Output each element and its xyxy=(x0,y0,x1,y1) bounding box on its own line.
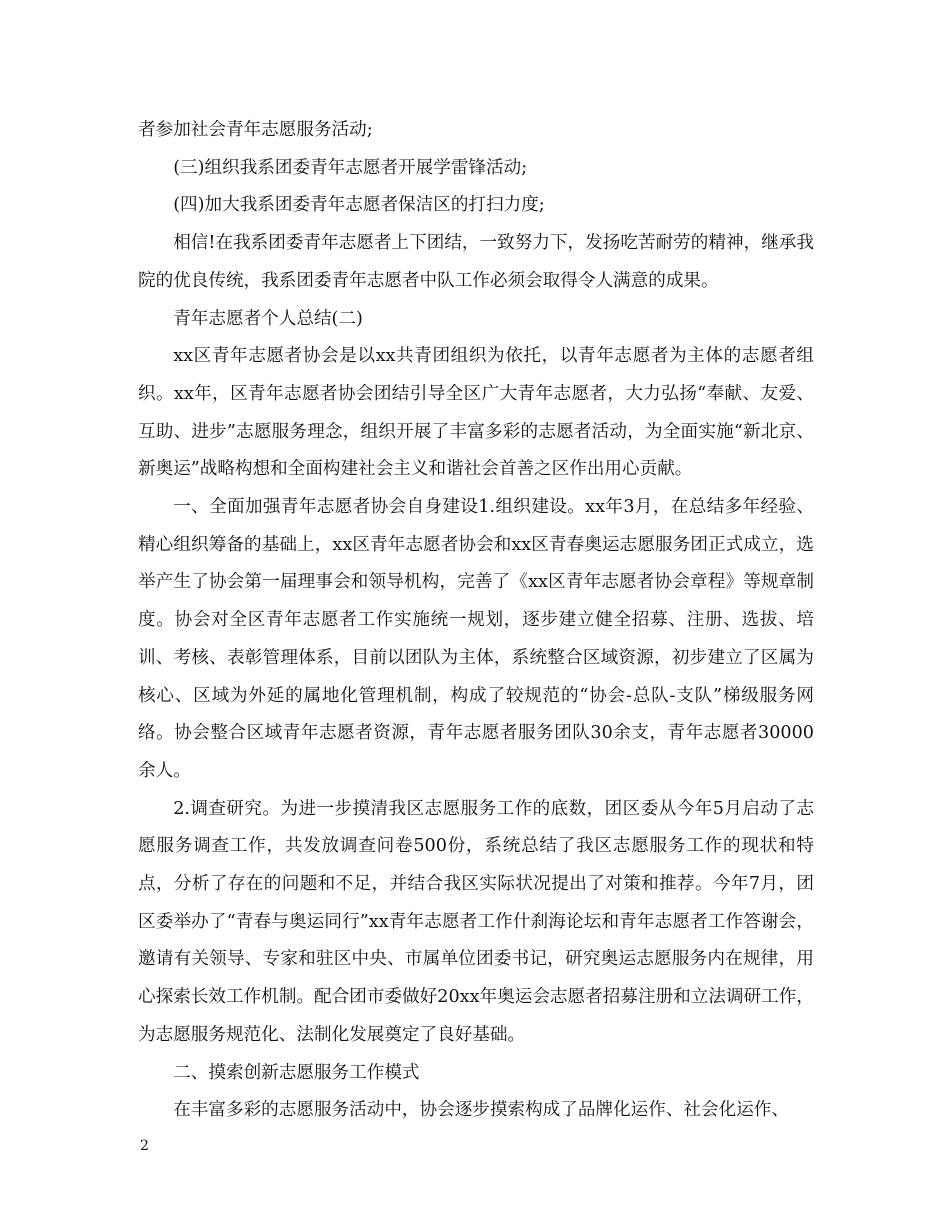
page-number: 2 xyxy=(140,1138,149,1154)
body-text xyxy=(138,112,814,1130)
section-heading-explore: 二、摸索创新志愿服务工作模式 xyxy=(173,1062,420,1083)
paragraph-2: (三)组织我系团委青年志愿者开展学雷锋活动; xyxy=(173,157,528,178)
paragraph-6: 一、全面加强青年志愿者协会自身建设1.组织建设。xx年3月，在总结多年经验、精心组织筹备的基础上，xx区青年志愿者协会和xx区青春奥运志愿服务团正式成立，选举产生了协会第一届理事会和领导机构，完善了《xx区青年志愿者协会章程》等规章制度。协会对全区青年志愿者工作实施统一规划，逐步建立健全招募、注册、选拔、培训、考核、表彰管理体系，目前以团队为主体，系统整合区域资源，初步建立了区属为核心、区域为外延的属地化管理机制，构成了较规范的“协会-总队-支队”梯级服务网络。协会整合区域青年志愿者资源，青年志愿者服务团队30余支，青年志愿者30000余人。 xyxy=(138,497,814,781)
paragraph-1: 者参加社会青年志愿服务活动; xyxy=(138,120,373,140)
section-heading-2: 青年志愿者个人总结(二) xyxy=(173,308,363,329)
paragraph-5: xx区青年志愿者协会是以xx共青团组织为依托，以青年志愿者为主体的志愿者组织。xx年，区青年志愿者协会团结引导全区广大青年志愿者，大力弘扬“奉献、友爱、互助、进步”志愿服务理念，组织开展了丰富多彩的志愿者活动，为全面实施“新北京、新奥运”战略构想和全面构建社会主义和谐社会首善之区作出用心贡献。 xyxy=(138,346,814,480)
paragraph-8: 在丰富多彩的志愿服务活动中，协会逐步摸索构成了品牌化运作、社会化运作、 xyxy=(173,1100,789,1121)
paragraph-7: 2.调查研究。为进一步摸清我区志愿服务工作的底数，团区委从今年5月启动了志愿服务调查工作，共发放调查问卷500份，系统总结了我区志愿服务工作的现状和特点，分析了存在的问题和不足，并结合我区实际状况提出了对策和推荐。今年7月，团区委举办了“青春与奥运同行”xx青年志愿者工作什刹海论坛和青年志愿者工作答谢会，邀请有关领导、专家和驻区中央、市属单位团委书记，研究奥运志愿服务内在规律，用心探索长效工作机制。配合团市委做好20xx年奥运会志愿者招募注册和立法调研工作，为志愿服务规范化、法制化发展奠定了良好基础。 xyxy=(138,798,814,1045)
paragraph-3: (四)加大我系团委青年志愿者保洁区的打扫力度; xyxy=(173,195,545,216)
paragraph-4: 相信!在我系团委青年志愿者上下团结，一致努力下，发扬吃苦耐劳的精神，继承我院的优良传统，我系团委青年志愿者中队工作必须会取得令人满意的成果。 xyxy=(138,233,814,291)
